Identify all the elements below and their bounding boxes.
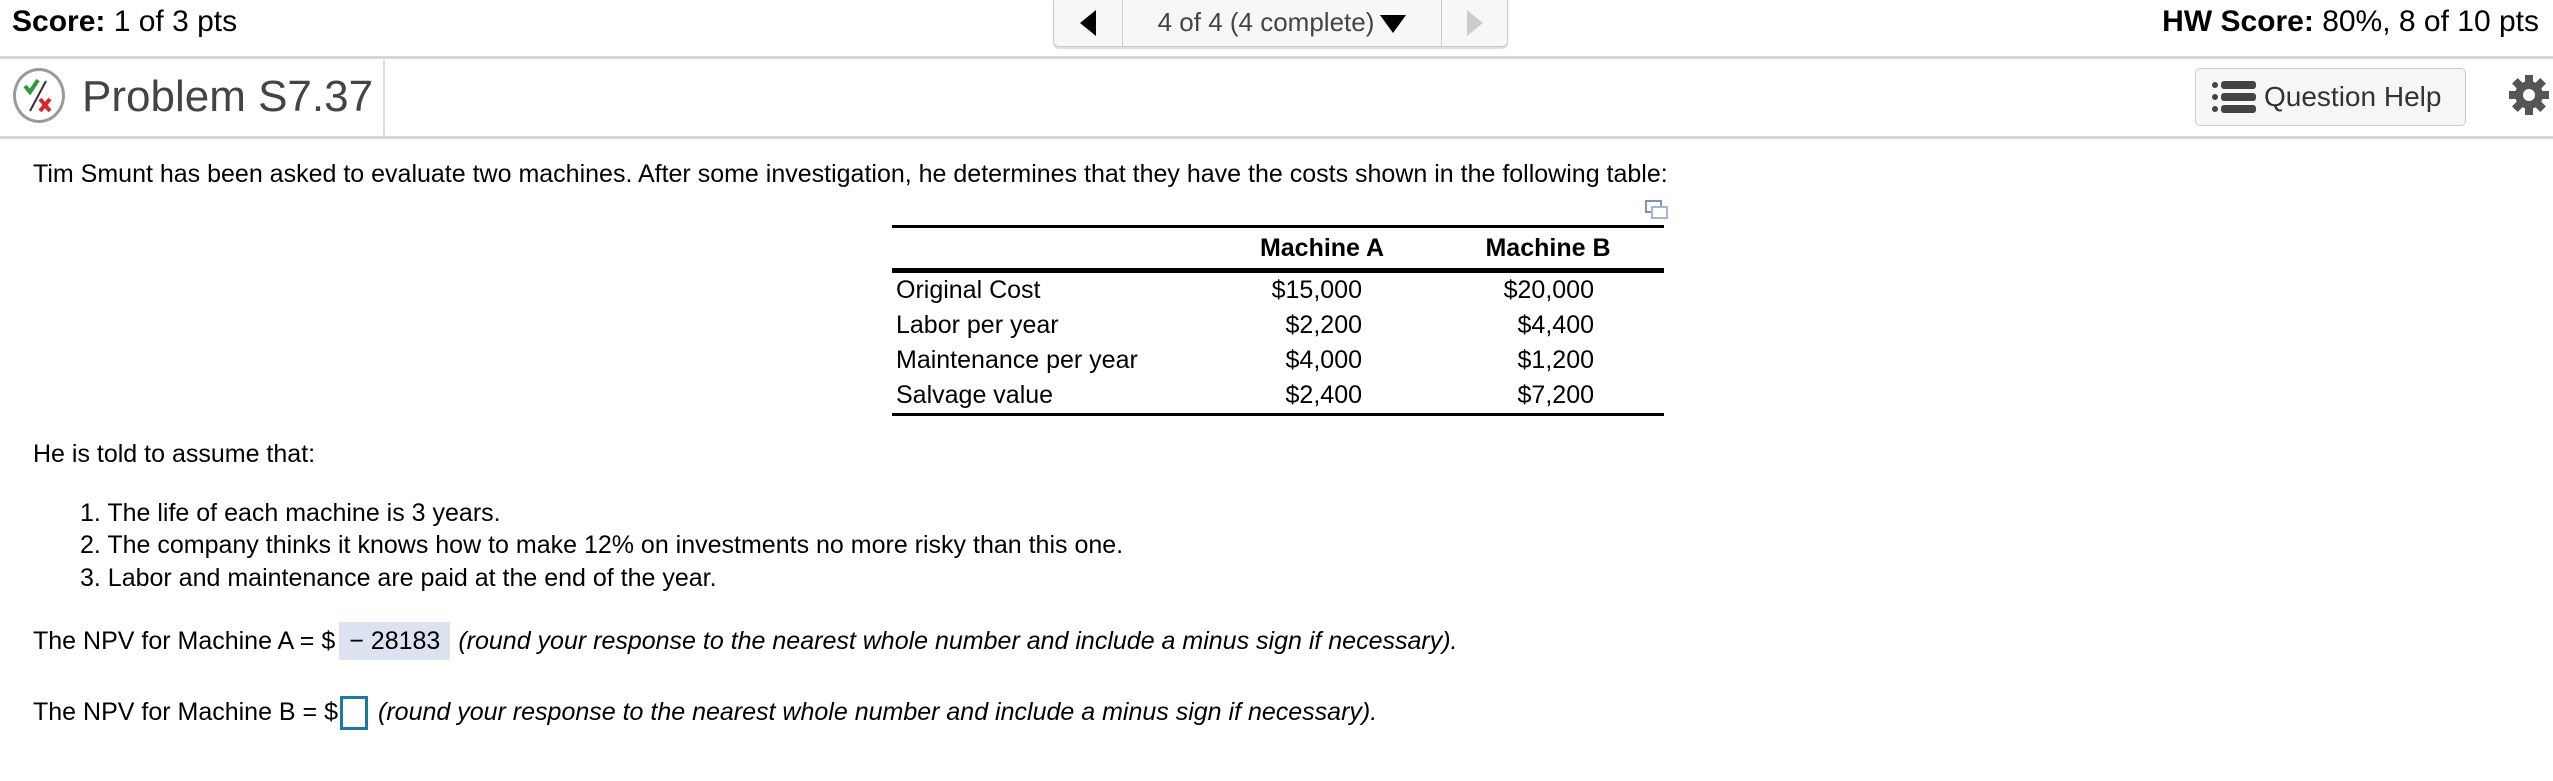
column-header	[892, 227, 1212, 271]
triangle-right-icon	[1467, 10, 1483, 36]
npv-b-input[interactable]	[340, 696, 368, 730]
problem-title: Problem S7.37	[82, 72, 374, 121]
table-header-row	[892, 227, 1664, 271]
assumption-item: 2. The company thinks it knows how to make 12% on investments no more risky than this one.	[80, 531, 1124, 559]
assume-intro: He is told to assume that:	[33, 440, 316, 468]
triangle-down-icon	[1380, 13, 1406, 33]
score-value: 1 of 3 pts	[113, 5, 238, 38]
npv-b-question	[33, 693, 1377, 731]
machine-b-value: $7,200	[1517, 381, 1594, 409]
table-row	[892, 343, 1664, 378]
triangle-left-icon	[1080, 10, 1096, 36]
row-label: Original Cost	[896, 276, 1041, 304]
question-navigator	[1053, 0, 1508, 47]
machine-a-value: $4,000	[1285, 346, 1362, 374]
question-help-button[interactable]	[2195, 68, 2466, 126]
npv-a-answer[interactable]: − 28183	[339, 622, 450, 660]
machine-b-value: $4,400	[1517, 311, 1594, 339]
machine-a-value: $2,200	[1285, 311, 1362, 339]
hw-score	[2162, 2, 2539, 42]
popout-table-icon[interactable]	[1645, 200, 1669, 225]
machine-a-value: $15,000	[1271, 276, 1362, 304]
table-row	[892, 308, 1664, 343]
machine-b-value: $1,200	[1517, 346, 1594, 374]
question-help-label: Question Help	[2264, 81, 2442, 112]
table-row	[892, 271, 1664, 309]
column-header-machine-b: Machine B	[1485, 233, 1611, 262]
hw-score-value: 80%, 8 of 10 pts	[2322, 5, 2539, 38]
machine-costs-table	[892, 225, 1664, 416]
question-position: 4 of 4 (4 complete)	[1157, 7, 1375, 37]
npv-b-instruction: (round your response to the nearest whole number and include a minus sign if necessary).	[378, 698, 1378, 726]
npv-a-label: The NPV for Machine A = $	[33, 627, 336, 655]
column-header-machine-a: Machine A	[1259, 233, 1385, 262]
machine-a-value: $2,400	[1285, 381, 1362, 409]
divider	[383, 60, 385, 136]
assumption-item: 1. The life of each machine is 3 years.	[80, 499, 501, 527]
assumption-item: 3. Labor and maintenance are paid at the end of the year.	[80, 564, 717, 592]
list-icon	[2212, 80, 2256, 114]
npv-a-instruction: (round your response to the nearest whole number and include a minus sign if necessary).	[458, 627, 1458, 655]
row-label: Salvage value	[896, 381, 1054, 409]
table-row	[892, 378, 1664, 415]
hw-score-label: HW Score:	[2162, 5, 2314, 38]
partially-correct-icon	[13, 68, 65, 123]
score	[12, 2, 237, 42]
next-question-button[interactable]	[1442, 0, 1507, 46]
row-label: Maintenance per year	[896, 346, 1138, 374]
npv-b-label: The NPV for Machine B = $	[33, 698, 339, 726]
row-label: Labor per year	[896, 311, 1059, 339]
settings-gear-icon[interactable]	[2508, 74, 2550, 121]
previous-question-button[interactable]	[1054, 0, 1123, 46]
score-label: Score:	[12, 5, 106, 38]
question-select-dropdown[interactable]	[1123, 0, 1442, 46]
problem-intro: Tim Smunt has been asked to evaluate two machines. After some investigation, he determines that they have the costs shown in the following table:	[33, 160, 1668, 188]
npv-a-question	[33, 622, 1458, 660]
machine-b-value: $20,000	[1503, 276, 1594, 304]
